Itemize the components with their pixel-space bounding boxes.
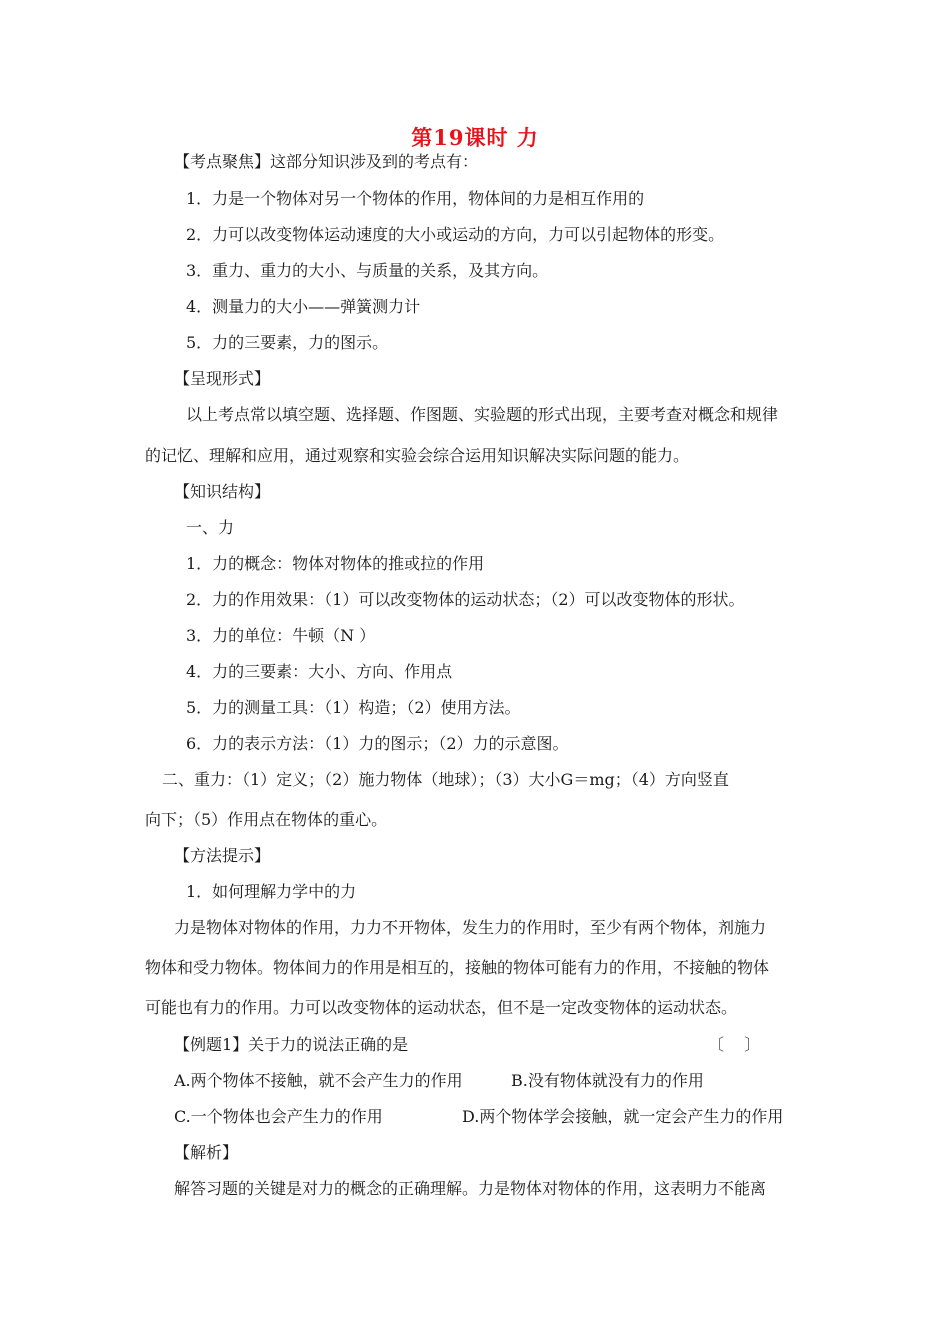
example-question: 【例题1】关于力的说法正确的是: [174, 1035, 409, 1054]
method-paragraph-line-3: 可能也有力的作用。力可以改变物体的运动状态，但不是一定改变物体的运动状态。: [145, 998, 738, 1017]
structure-item-3: 3．力的单位：牛顿（N ）: [186, 626, 376, 645]
method-paragraph-line-1: 力是物体对物体的作用，力力不开物体，发生力的作用时，至少有两个物体，剂施力: [174, 918, 767, 937]
form-paragraph-line-1: 以上考点常以填空题、选择题、作图题、实验题的形式出现，主要考查对概念和规律: [186, 405, 779, 424]
analysis-paragraph-line-1: 解答习题的关键是对力的概念的正确理解。力是物体对物体的作用，这表明力不能离: [174, 1179, 767, 1198]
form-heading: 【呈现形式】: [174, 369, 271, 388]
option-a: A.两个物体不接触，就不会产生力的作用: [174, 1071, 463, 1090]
option-c: C.一个物体也会产生力的作用: [174, 1107, 383, 1126]
focus-item-4: 4．测量力的大小——弹簧测力计: [186, 297, 421, 316]
focus-item-3: 3．重力、重力的大小、与质量的关系，及其方向。: [186, 261, 549, 280]
structure-item-1: 1．力的概念：物体对物体的推或拉的作用: [186, 554, 485, 573]
gravity-line-1: 二、重力：（1）定义；（2）施力物体（地球）；（3）大小G＝mg；（4）方向竖直: [162, 770, 729, 789]
structure-section-1: 一、力: [186, 518, 235, 537]
analysis-heading: 【解析】: [174, 1143, 239, 1162]
structure-item-6: 6．力的表示方法：（1）力的图示；（2）力的示意图。: [186, 734, 569, 753]
option-d: D.两个物体学会接触，就一定会产生力的作用: [462, 1107, 784, 1126]
gravity-line-2: 向下；（5）作用点在物体的重心。: [145, 810, 388, 829]
option-b: B.没有物体就没有力的作用: [511, 1071, 704, 1090]
method-paragraph-line-2: 物体和受力物体。物体间力的作用是相互的，接触的物体可能有力的作用，不接触的物体: [145, 958, 770, 977]
structure-item-4: 4．力的三要素：大小、方向、作用点: [186, 662, 453, 681]
form-paragraph-line-2: 的记忆、理解和应用，通过观察和实验会综合运用知识解决实际问题的能力。: [145, 446, 690, 465]
focus-heading: 【考点聚焦】这部分知识涉及到的考点有：: [174, 152, 479, 171]
page-title: 第19课时 力: [411, 125, 539, 150]
focus-item-5: 5．力的三要素，力的图示。: [186, 333, 389, 352]
structure-heading: 【知识结构】: [174, 482, 271, 501]
method-heading: 【方法提示】: [174, 846, 271, 865]
focus-item-2: 2．力可以改变物体运动速度的大小或运动的方向，力可以引起物体的形变。: [186, 225, 725, 244]
answer-bracket: 〔 〕: [708, 1035, 761, 1054]
focus-item-1: 1．力是一个物体对另一个物体的作用，物体间的力是相互作用的: [186, 189, 645, 208]
structure-item-5: 5．力的测量工具：（1）构造；（2）使用方法。: [186, 698, 521, 717]
structure-item-2: 2．力的作用效果：（1）可以改变物体的运动状态；（2）可以改变物体的形状。: [186, 590, 745, 609]
method-subheading-1: 1．如何理解力学中的力: [186, 882, 357, 901]
